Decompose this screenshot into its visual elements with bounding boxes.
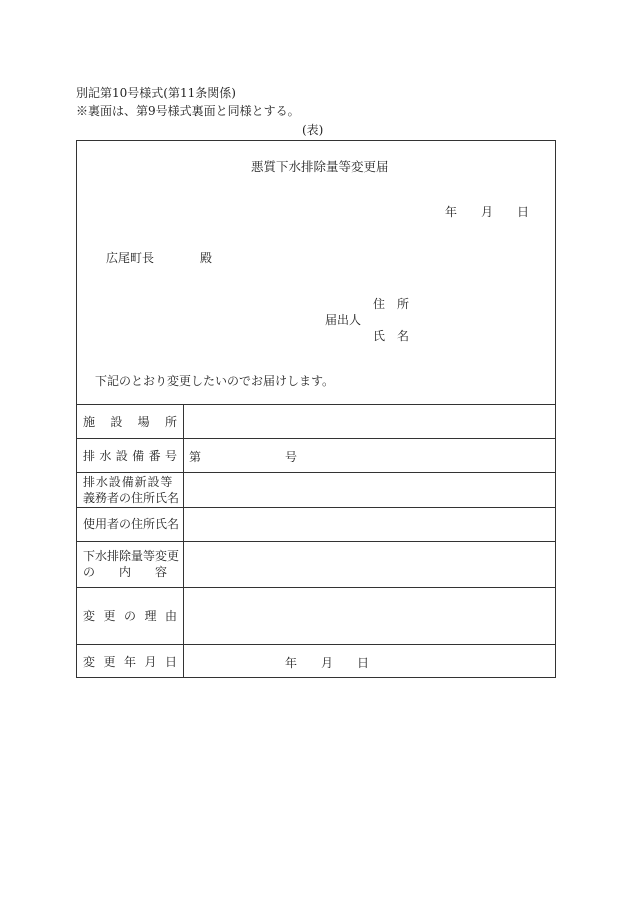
change-date-day: 日 [357,656,370,670]
reverse-side-note: ※裏面は、第9号様式裏面と同様とする。 [76,104,300,118]
label-char: 設 [110,415,123,429]
label-drainage-number [83,448,177,464]
statement: 下記のとおり変更したいのでお届けします。 [95,374,335,388]
name-label: 氏 名 [373,329,410,343]
label-obligor [83,474,179,506]
row-line [77,587,555,588]
label-char: 日 [164,655,177,669]
label-char: 変 [83,609,96,623]
date-year: 年 [445,205,458,219]
label-char: 更 [103,609,116,623]
label-char: 由 [164,609,177,623]
notification-form [76,140,556,678]
label-char: 月 [144,655,157,669]
drainage-number-prefix: 第 [189,450,202,464]
notifier-label: 届出人 [325,313,362,327]
label-line2: 義務者の住所氏名 [83,491,180,505]
label-line1: 排水設備新設等 [83,475,174,489]
label-char: 排 [83,449,96,463]
label-char: 号 [164,449,177,463]
date-month: 月 [481,205,494,219]
label-char: 変 [83,655,96,669]
table-top-line [77,404,555,405]
row-line [77,644,555,645]
row-line [77,541,555,542]
row-line [77,507,555,508]
label-char: 場 [137,415,150,429]
date-day: 日 [517,205,530,219]
side-label: (表) [302,123,324,137]
label-char: 水 [99,449,112,463]
label-char: 更 [103,655,116,669]
change-date-month: 月 [321,656,334,670]
form-number: 別記第10号様式(第11条関係) [76,86,236,100]
address-label: 住 所 [373,297,410,311]
form-title: 悪質下水排除量等変更届 [251,159,389,174]
label-char: 番 [148,449,161,463]
label-change-content [83,548,179,580]
honorific: 殿 [200,251,213,265]
label-facility-location [83,414,177,430]
label-char: の [123,609,136,623]
change-date-year: 年 [285,656,298,670]
addressee: 広尾町長 [106,251,155,265]
label-change-reason [83,608,177,624]
label-char: 年 [123,655,136,669]
label-char: 所 [164,415,177,429]
label-line2: の 内 容 [83,565,168,579]
label-user: 使用者の住所氏名 [83,517,180,531]
row-line [77,438,555,439]
label-change-date [83,654,177,670]
label-char: 設 [115,449,128,463]
row-line [77,472,555,473]
label-line1: 下水排除量等変更 [83,549,180,563]
label-char: 備 [132,449,145,463]
label-char: 理 [144,609,157,623]
label-char: 施 [83,415,96,429]
drainage-number-suffix: 号 [285,450,298,464]
